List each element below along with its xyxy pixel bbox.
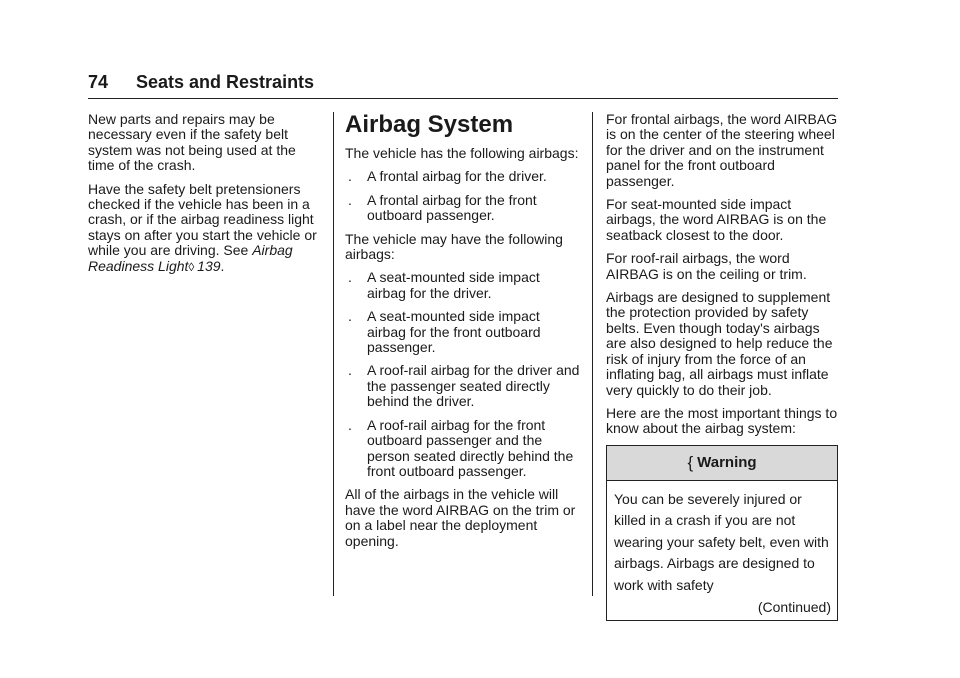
page-ref-number[interactable]: 139	[197, 257, 221, 274]
paragraph: Here are the most important things to know about the airbag system:	[606, 404, 838, 437]
warning-box	[606, 445, 838, 622]
cross-reference-link[interactable]: Airbag Readiness Light	[88, 242, 293, 274]
list-item-text: A frontal airbag for the front outboard passenger.	[367, 191, 537, 224]
column-divider-2	[592, 112, 593, 596]
list-item-text: A frontal airbag for the driver.	[367, 168, 547, 185]
warning-title: Warning	[697, 454, 757, 472]
list-item-text: A roof-rail airbag for the driver and the passenger seated directly behind the driver.	[367, 362, 580, 410]
paragraph: For seat-mounted side impact airbags, the word AIRBAG is on the seatback closest to the door.	[606, 196, 827, 243]
paragraph-text: Have the safety belt pretensioners checked if the vehicle has been in a crash, or if the airbag readiness light stays on after you start the vehicle or while you are driving. See	[88, 180, 317, 259]
optional-airbag-list	[345, 270, 580, 479]
paragraph: The vehicle has the following airbags:	[345, 145, 579, 161]
bullet-icon: .	[348, 191, 352, 208]
paragraph: New parts and repairs may be necessary even if the safety belt system was not being used at the time of the crash.	[88, 111, 296, 174]
warning-text: You can be severely injured or killed in a crash if you are not wearing your safety belt, even with airbags. Airbags are designed to work with safety	[614, 490, 829, 593]
bullet-icon: .	[348, 416, 352, 433]
list-item	[345, 309, 580, 355]
list-item-text: A seat-mounted side impact airbag for the driver.	[367, 269, 540, 301]
section-title: Seats and Restraints	[136, 72, 315, 92]
bullet-icon: .	[348, 269, 352, 286]
list-item	[345, 418, 580, 480]
column-2	[345, 112, 580, 557]
paragraph-with-reference	[88, 182, 324, 275]
airbag-list	[345, 169, 580, 223]
paragraph: All of the airbags in the vehicle will have the word AIRBAG on the trim or on a label near the deployment opening.	[345, 486, 576, 549]
list-item	[345, 363, 580, 409]
page-number: 74	[88, 72, 109, 92]
list-item	[345, 193, 580, 224]
airbag-system-heading: Airbag System	[345, 111, 514, 138]
list-item-text: A roof-rail airbag for the front outboard passenger and the person seated directly behind the front outboard passenger.	[367, 416, 574, 479]
warning-header	[607, 446, 837, 481]
list-item-text: A seat-mounted side impact airbag for the front outboard passenger.	[367, 308, 541, 356]
bullet-icon: .	[348, 168, 352, 185]
page-header	[88, 72, 838, 98]
paragraph: For roof-rail airbags, the word AIRBAG is on the ceiling or trim.	[606, 250, 807, 282]
paragraph: The vehicle may have the following airbags:	[345, 230, 563, 263]
header-rule	[88, 98, 838, 99]
column-divider-1	[333, 112, 334, 596]
list-item	[345, 270, 580, 301]
column-1	[88, 112, 324, 283]
paragraph: For frontal airbags, the word AIRBAG is on the center of the steering wheel for the driver and on the instrument panel for the front outboard passenger.	[606, 111, 838, 189]
list-item	[345, 169, 580, 184]
column-3	[606, 112, 838, 621]
page-ref-icon: ◊	[188, 259, 195, 274]
continued-label: (Continued)	[757, 599, 831, 616]
warning-icon: {	[687, 453, 694, 473]
period: .	[220, 257, 225, 274]
bullet-icon: .	[348, 308, 352, 325]
bullet-icon: .	[348, 362, 352, 379]
paragraph: Airbags are designed to supplement the protection provided by safety belts. Even though today's airbags are also designed to help reduce the risk of injury from the force of an inflating bag, all airbags must inflate very quickly to do their job.	[606, 289, 833, 398]
warning-body	[607, 481, 837, 621]
